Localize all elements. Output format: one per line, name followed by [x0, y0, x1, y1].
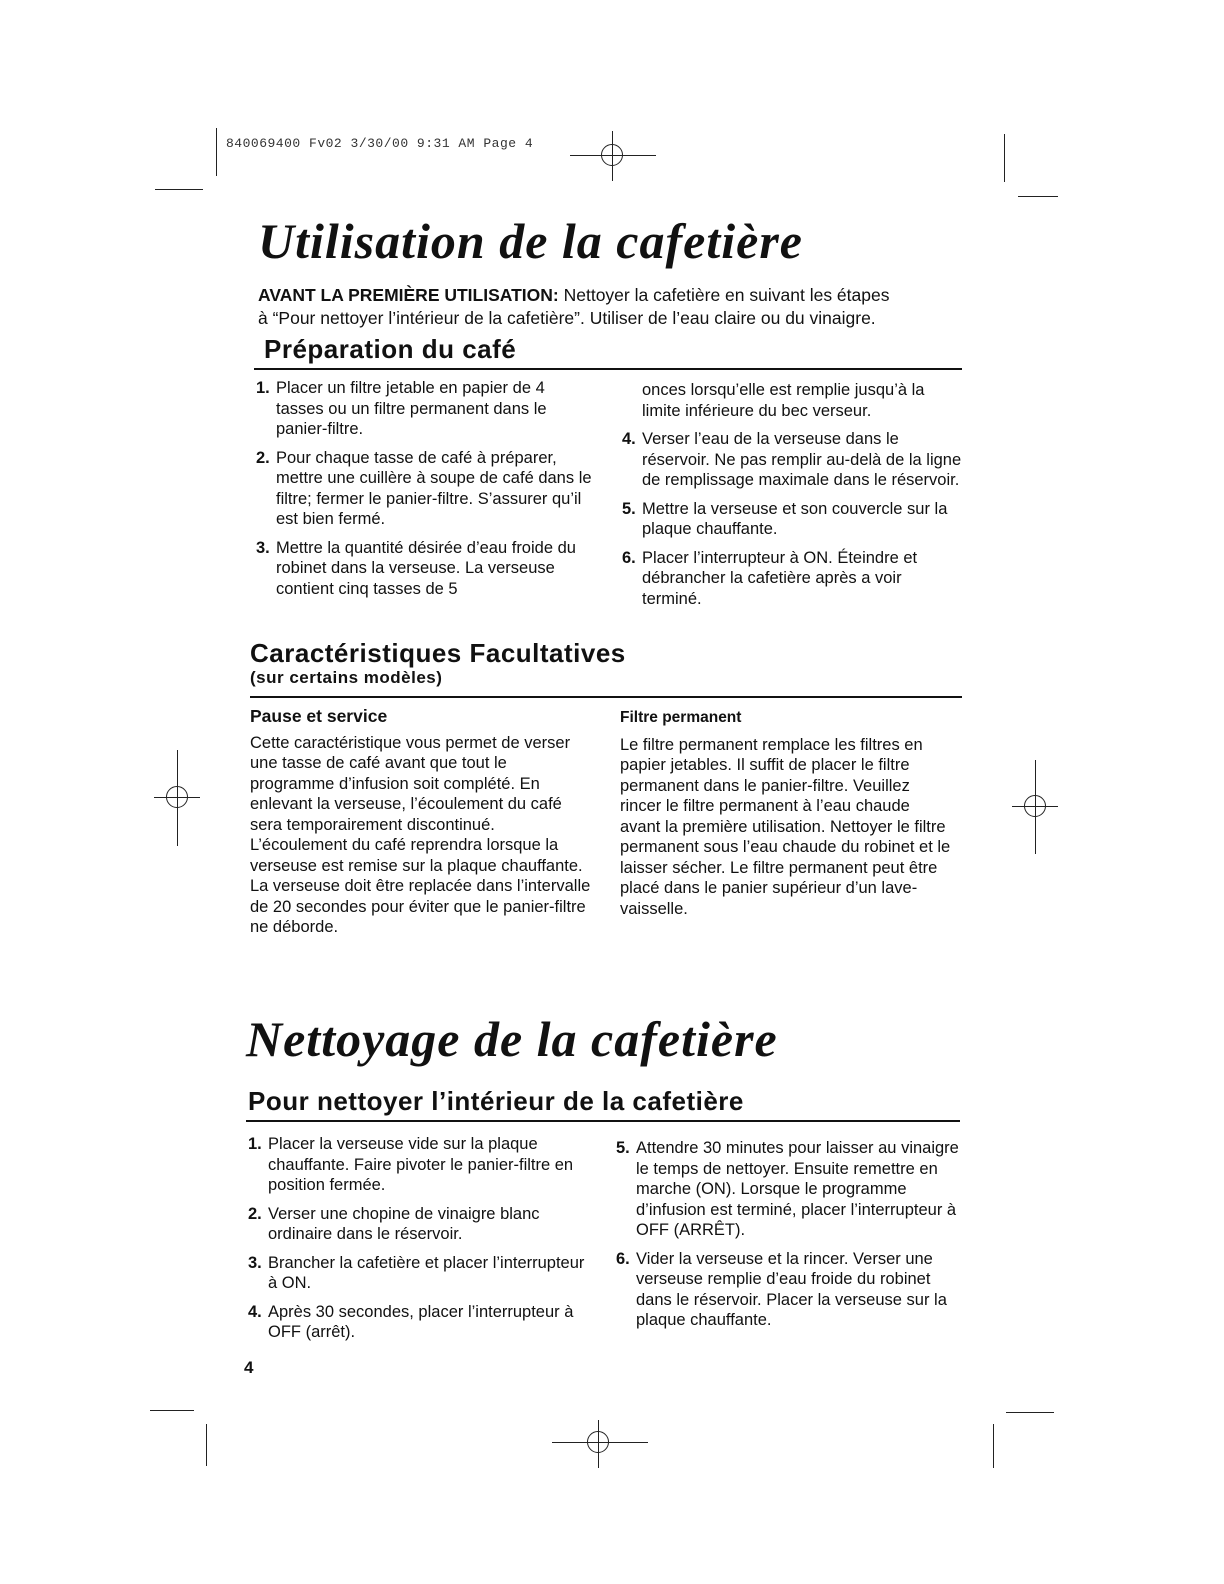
list-item: 1. Placer la verseuse vide sur la plaque chauffante. Faire pivoter le panier-filtre en position fermée. — [248, 1135, 574, 1194]
list-item: 5. Attendre 30 minutes pour laisser au vinaigre le temps de nettoyer. Ensuite remettre en marche (ON). Lorsque le programme d’infusion est terminé, placer l’interrupteur à OFF (ARRÊT). — [616, 1139, 959, 1239]
filter-section — [620, 708, 954, 919]
list-item-continued: onces lorsqu’elle est remplie jusqu’à la limite inférieure du bec verseur. — [642, 381, 925, 420]
cleaning-right-column — [616, 1138, 960, 1339]
usage-intro — [258, 284, 978, 330]
filter-title: Filtre permanent — [620, 709, 742, 726]
cleaning-rule — [246, 1120, 960, 1122]
pause-text: Cette caractéristique vous permet de verser une tasse de café avant que tout le programme d’infusion soit complété. En enlevant la verseuse, l’écoulement du café sera temporairement discontinué. L’écoulement du café reprendra lorsque la verseuse est remise sur la plaque chauffante. La verseuse doit être replacée dans l’intervalle de 20 secondes pour éviter que le panier-filtre ne déborde. — [250, 733, 591, 936]
list-item: 3. Brancher la cafetière et placer l’interrupteur à ON. — [248, 1253, 585, 1292]
filter-text: Le filtre permanent remplace les filtres en papier jetables. Il suffit de placer le filtre permanent dans le panier-filtre. Veuillez rincer le filtre permanent à l’eau chaude avant la première utilisation. Nettoyer le filtre permanent sous l’eau chaude du robinet et le laisser sécher. Le filtre permanent peut être placé dans le panier supérieur d’un lave-vaisselle. — [620, 735, 951, 918]
prep-right-column — [622, 380, 962, 617]
features-rule — [250, 696, 962, 698]
list-item: 5. Mettre la verseuse et son couvercle sur la plaque chauffante. — [622, 499, 948, 538]
cleaning-title: Nettoyage de la cafetière — [246, 1011, 778, 1067]
cleaning-left-column — [248, 1134, 592, 1351]
list-item: 4. Verser l’eau de la verseuse dans le réservoir. Ne pas remplir au-delà de la ligne de remplissage maximale dans le réservoir. — [622, 430, 962, 489]
features-subheading: (sur certains modèles) — [250, 668, 443, 687]
print-slug: 840069400 Fv02 3/30/00 9:31 AM Page 4 — [226, 136, 534, 151]
page-number: 4 — [244, 1358, 254, 1377]
list-item: 4. Après 30 secondes, placer l’interrupteur à OFF (arrêt). — [248, 1302, 574, 1341]
intro-line-1: Nettoyer la cafetière en suivant les étapes — [558, 285, 890, 305]
intro-line-2: à “Pour nettoyer l’intérieur de la cafetière”. Utiliser de l’eau claire ou du vinaigre. — [258, 308, 876, 328]
usage-title: Utilisation de la cafetière — [258, 213, 803, 269]
list-item: 3. Mettre la quantité désirée d’eau froide du robinet dans la verseuse. La verseuse contient cinq tasses de 5 — [256, 538, 576, 598]
list-item: 6. Placer l’interrupteur à ON. Éteindre et débrancher la cafetière après a voir terminé. — [622, 548, 918, 608]
list-item: 2. Pour chaque tasse de café à préparer, mettre une cuillère à soupe de café dans le filtre; fermer le panier-filtre. S’assurer qu’il est bien fermé. — [256, 448, 592, 528]
intro-label: AVANT LA PREMIÈRE UTILISATION: — [258, 285, 559, 305]
prep-heading: Préparation du café — [264, 334, 517, 364]
prep-left-column — [256, 378, 592, 607]
cleaning-heading: Pour nettoyer l’intérieur de la cafetière — [248, 1086, 744, 1116]
list-item: 6. Vider la verseuse et la rincer. Verser une verseuse remplie d’eau froide du robinet dans le réservoir. Placer la verseuse sur la plaque chauffante. — [616, 1249, 947, 1329]
list-item: 1. Placer un filtre jetable en papier de 4 tasses ou un filtre permanent dans le panier-filtre. — [256, 379, 547, 438]
list-item: 2. Verser une chopine de vinaigre blanc ordinaire dans le réservoir. — [248, 1204, 540, 1243]
pause-section — [250, 706, 592, 938]
pause-title: Pause et service — [250, 706, 388, 726]
features-heading: Caractéristiques Facultatives — [250, 638, 626, 668]
prep-rule — [254, 368, 962, 370]
